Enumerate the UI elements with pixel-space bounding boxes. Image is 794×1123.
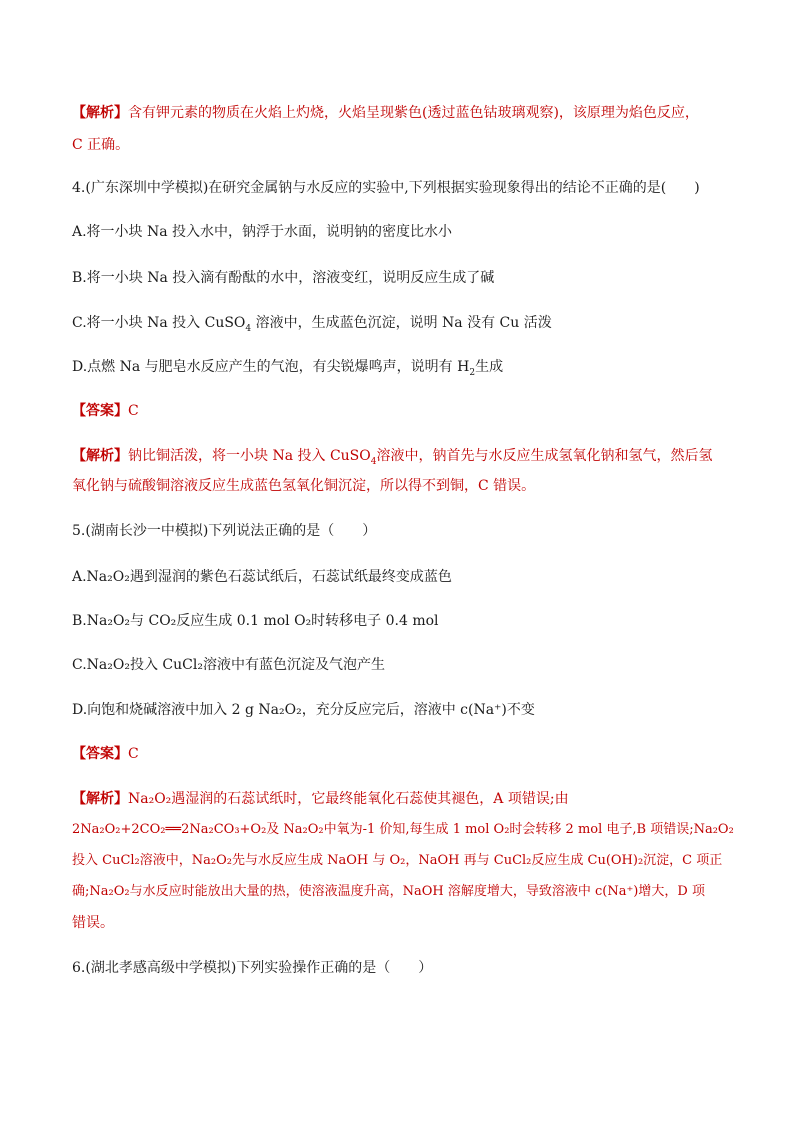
q5-stem: 5.(湖南长沙一中模拟)下列说法正确的是（ ） [72, 523, 377, 539]
answer-value: C [128, 746, 139, 762]
q5-analysis-line2: 2Na₂O₂+2CO₂══2Na₂CO₃+O₂及 Na₂O₂中氧为-1 价知,每生成 1 mol O₂时会转移 2 mol 电子,B 项错误;Na₂O₂ [72, 822, 734, 837]
analysis-text: 含有钾元素的物质在火焰上灼烧，火焰呈现紫色(透过蓝色钴玻璃观察)，该原理为焰色反应， [128, 105, 699, 121]
q4-answer [72, 401, 139, 421]
answer-label: 【答案】 [72, 403, 128, 419]
q4-option-a: A.将一小块 Na 投入水中，钠浮于水面，说明钠的密度比水小 [72, 224, 453, 240]
q5-option-d: D.向饱和烧碱溶液中加入 2 g Na₂O₂，充分反应完后，溶液中 c(Na⁺)不变 [72, 702, 535, 718]
q4-stem: 4.(广东深圳中学模拟)在研究金属钠与水反应的实验中,下列根据实验现象得出的结论不正确的是( ) [72, 180, 700, 196]
q3-analysis-line1 [72, 103, 699, 123]
q5-option-a: A.Na₂O₂遇到湿润的紫色石蕊试纸后，石蕊试纸最终变成蓝色 [72, 569, 452, 585]
answer-value: C [128, 403, 139, 419]
q4-option-c: C.将一小块 Na 投入 CuSO$_4$ 溶液中，生成蓝色沉淀，说明 Na 没有 Cu 活泼 [72, 315, 552, 334]
q4-option-b: B.将一小块 Na 投入滴有酚酞的水中，溶液变红，说明反应生成了碱 [72, 270, 495, 286]
q3-analysis-line2: C 正确。 [72, 137, 130, 153]
q5-analysis-line4: 确;Na₂O₂与水反应时能放出大量的热，使溶液温度升高，NaOH 溶解度增大，导致溶液中 c(Na⁺)增大，D 项 [72, 884, 705, 899]
q6-stem: 6.(湖北孝感高级中学模拟)下列实验操作正确的是（ ） [72, 960, 433, 976]
q5-analysis-line5: 错误。 [72, 915, 114, 931]
q4-analysis-line1: 【解析】钠比铜活泼，将一小块 Na 投入 CuSO$_4$溶液中，钠首先与水反应生成氢氧化钠和氢气，然后氢 [72, 448, 713, 467]
q5-analysis-line3: 投入 CuCl₂溶液中，Na₂O₂先与水反应生成 NaOH 与 O₂，NaOH 再与 CuCl₂反应生成 Cu(OH)₂沉淀，C 项正 [72, 853, 723, 868]
q5-option-b: B.Na₂O₂与 CO₂反应生成 0.1 mol O₂时转移电子 0.4 mol [72, 613, 439, 629]
q4-analysis-line2: 氧化钠与硫酸铜溶液反应生成蓝色氢氧化铜沉淀，所以得不到铜，C 错误。 [72, 478, 536, 494]
q5-option-c: C.Na₂O₂投入 CuCl₂溶液中有蓝色沉淀及气泡产生 [72, 657, 385, 673]
analysis-label: 【解析】 [72, 448, 128, 464]
q4-option-d: D.点燃 Na 与肥皂水反应产生的气泡，有尖锐爆鸣声，说明有 $H_2$生成 [72, 359, 504, 378]
answer-label: 【答案】 [72, 746, 128, 762]
q5-answer [72, 744, 139, 764]
analysis-label: 【解析】 [72, 105, 128, 121]
analysis-label: 【解析】 [72, 791, 128, 807]
q5-analysis-line1: 【解析】Na₂O₂遇湿润的石蕊试纸时，它最终能氧化石蕊使其褪色，A 项错误;由 [72, 791, 569, 807]
